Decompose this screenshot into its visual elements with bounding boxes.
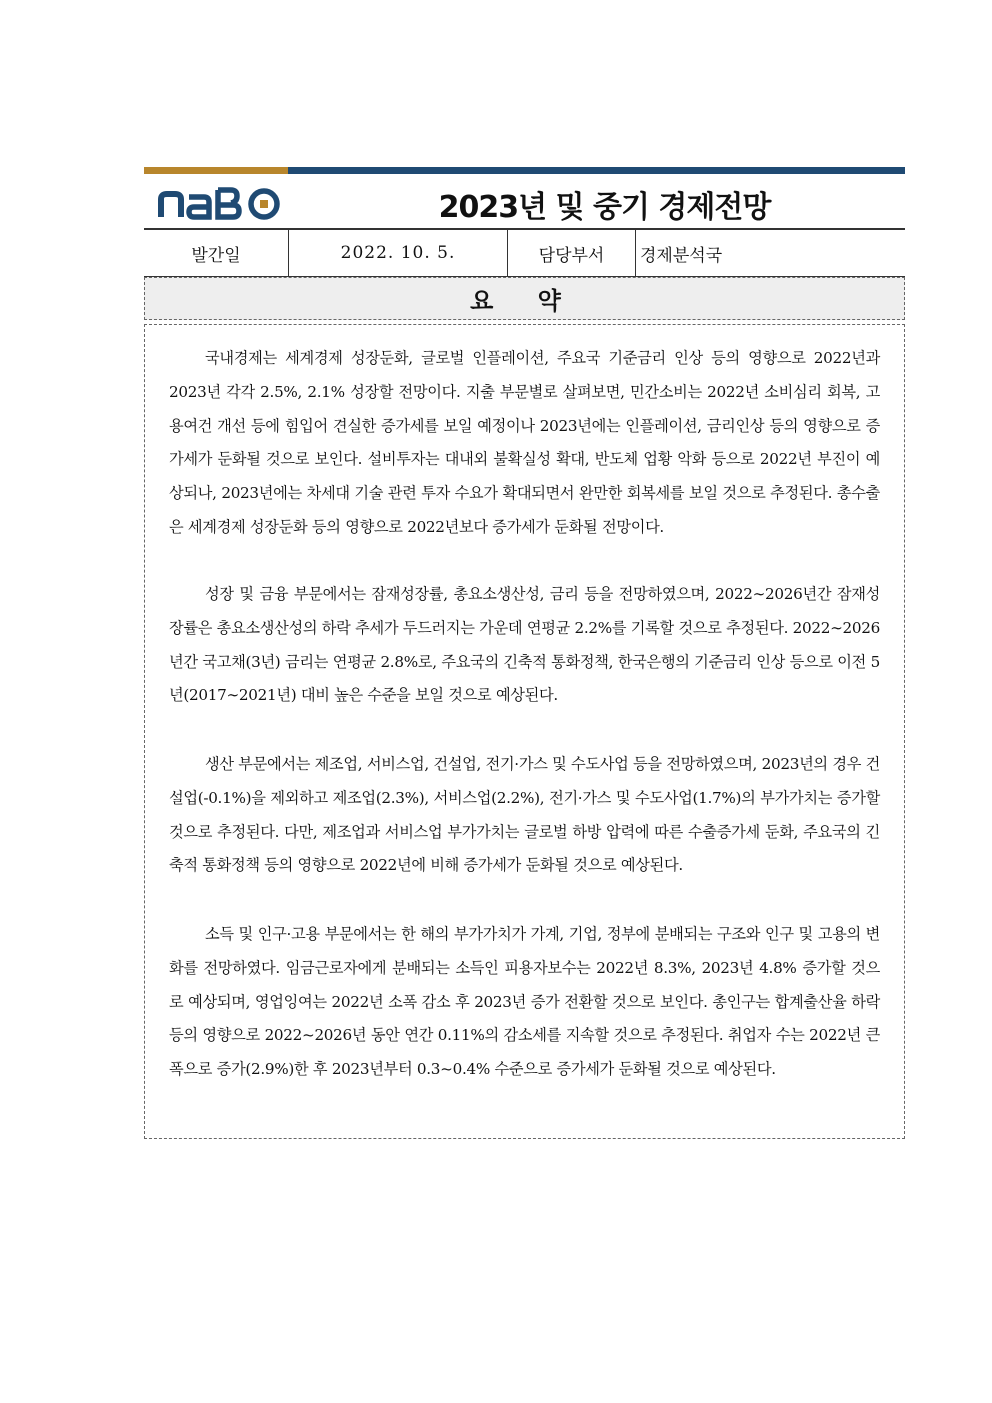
summary-heading: 요 약 xyxy=(144,277,905,320)
date-value: 2022. 10. 5. xyxy=(289,230,508,276)
date-label: 발간일 xyxy=(144,230,289,276)
summary-paragraph: 생산 부문에서는 제조업, 서비스업, 건설업, 전기·가스 및 수도사업 등을 전망하였으며, 2023년의 경우 건설업(-0.1%)을 제외하고 제조업(2.3%), 서비스업(2.2%), 전기·가스 및 수도사업(1.7%)의 부가가치는 증가할 것으로 추정된다. 다만, 제조업과 서비스업 부가가치는 글로벌 하방 압력에 따른 수출증가세 둔화, 주요국의 긴축적 통화정책 등의 영향으로 2022년에 비해 증가세가 둔화될 것으로 예상된다. xyxy=(169,755,880,875)
summary-body xyxy=(144,324,905,1139)
document-title: 2023년 및 중기 경제전망 xyxy=(438,190,771,225)
summary-paragraph: 소득 및 인구·고용 부문에서는 한 해의 부가가치가 가계, 기업, 정부에 분배되는 구조와 인구 및 고용의 변화를 전망하였다. 임금근로자에게 분배되는 소득인 피용자보수는 2022년 8.3%, 2023년 4.8% 증가할 것으로 예상되며, 영업잉여는 2022년 소폭 감소 후 2023년 증가 전환할 것으로 보인다. 총인구는 합계출산율 하락 등의 영향으로 2022~2026년 동안 연간 0.11%의 감소세를 지속할 것으로 추정된다. 취업자 수는 2022년 큰 폭으로 증가(2.9%)한 후 2023년부터 0.3~0.4% 수준으로 증가세가 둔화될 것으로 예상된다. xyxy=(169,925,880,1079)
publication-info-row xyxy=(144,230,905,278)
summary-paragraph: 성장 및 금융 부문에서는 잠재성장률, 총요소생산성, 금리 등을 전망하였으며, 2022∼2026년간 잠재성장률은 총요소생산성의 하락 추세가 두드러지는 가운데 연평균 2.2%를 기록할 것으로 추정된다. 2022∼2026년간 국고채(3년) 금리는 연평균 2.8%로, 주요국의 긴축적 통화정책, 한국은행의 기준금리 인상 등으로 이전 5년(2017∼2021년) 대비 높은 수준을 보일 것으로 예상된다. xyxy=(169,585,880,705)
document-header xyxy=(144,174,905,228)
department-label: 담당부서 xyxy=(508,230,636,276)
top-color-bar xyxy=(144,167,905,174)
nabo-logo xyxy=(158,186,288,220)
summary-paragraph: 국내경제는 세계경제 성장둔화, 글로벌 인플레이션, 주요국 기준금리 인상 등의 영향으로 2022년과 2023년 각각 2.5%, 2.1% 성장할 전망이다. 지출 부문별로 살펴보면, 민간소비는 2022년 소비심리 회복, 고용여건 개선 등에 힘입어 견실한 증가세를 보일 예정이나 2023년에는 인플레이션, 금리인상 등의 영향으로 증가세가 둔화될 것으로 보인다. 설비투자는 대내외 불확실성 확대, 반도체 업황 악화 등으로 2022년 부진이 예상되나, 2023년에는 차세대 기술 관련 투자 수요가 확대되면서 완만한 회복세를 보일 것으로 추정된다. 총수출은 세계경제 성장둔화 등의 영향으로 2022년보다 증가세가 둔화될 전망이다. xyxy=(169,349,880,536)
top-bar-gold-segment xyxy=(144,167,288,174)
top-bar-navy-segment xyxy=(288,167,905,174)
department-value: 경제분석국 xyxy=(640,245,723,266)
